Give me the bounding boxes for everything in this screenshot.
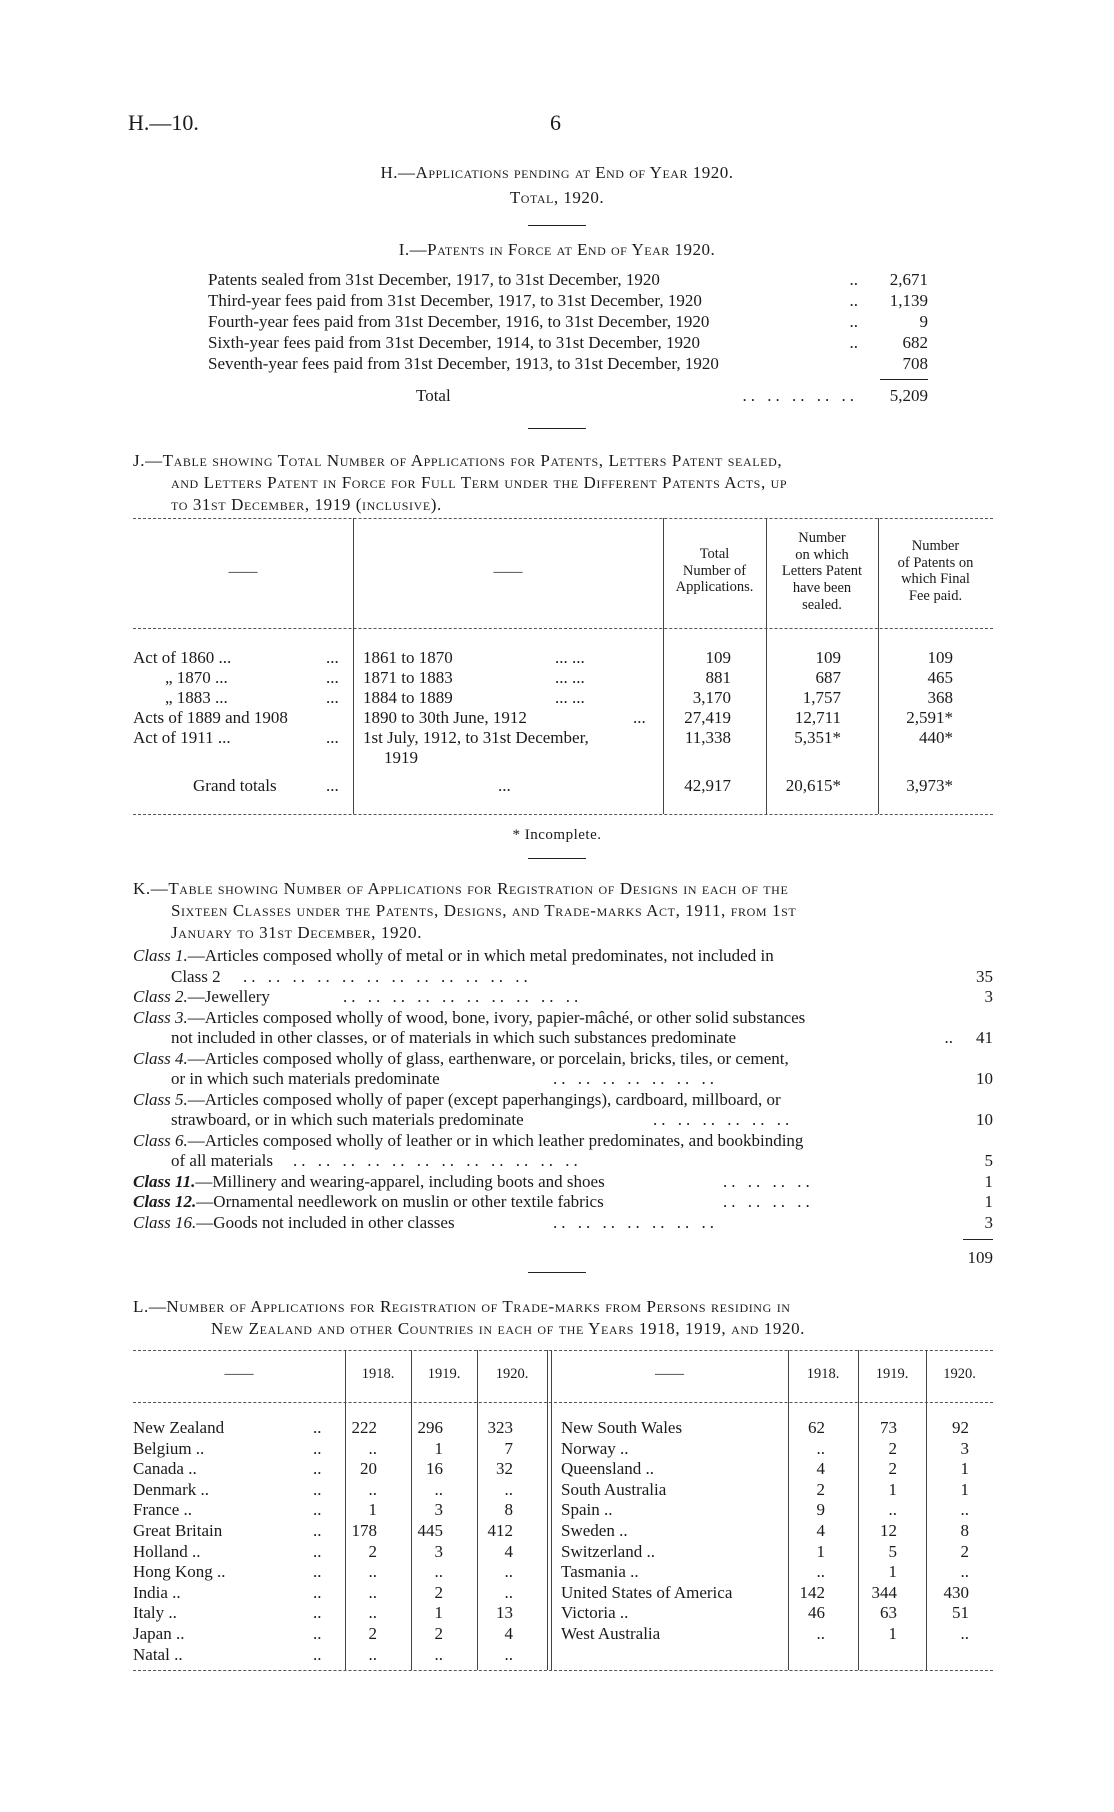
grand-final-cell: 3,973* — [906, 776, 953, 795]
list-item — [208, 291, 928, 312]
section-h-title: H.—Applications pending at End of Year 1920. — [380, 163, 734, 182]
class-text: —Articles composed wholly of glass, earthenware, or porcelain, bricks, tiles, or cement, — [187, 1048, 789, 1068]
section-l-title — [133, 1296, 993, 1340]
country-cell: Tasmania .. — [561, 1562, 639, 1582]
column-header: 1919. — [427, 1366, 461, 1382]
leader: .. — [313, 1644, 322, 1664]
leader: .. .. .. .. .. .. .. — [553, 1069, 718, 1088]
final-cell: 368 — [927, 688, 953, 707]
act-cell: Act of 1911 ... — [133, 728, 231, 747]
class-text: —Ornamental needlework on muslin or other textile fabrics — [196, 1192, 604, 1211]
list-item — [133, 1069, 993, 1090]
value-1918: 178 — [351, 1521, 377, 1540]
country-cell: Holland .. — [133, 1541, 201, 1561]
leader: .. — [313, 1603, 322, 1623]
section-j-title — [133, 450, 993, 516]
class-text: or in which such materials predominate — [171, 1069, 440, 1088]
final-cell: 440* — [919, 728, 953, 747]
table-rule — [133, 814, 993, 815]
value-1919: 445 — [417, 1521, 443, 1540]
value-1919: .. — [434, 1479, 443, 1499]
class-text: —Articles composed wholly of metal or in which metal predominates, not included in — [187, 946, 774, 965]
leader: ... — [326, 648, 339, 667]
list-item — [133, 1172, 993, 1193]
period-cell: 1871 to 1883 — [363, 668, 453, 687]
value-1919: 2 — [888, 1459, 897, 1479]
value-1919: 12 — [880, 1521, 897, 1540]
value-1919: 5 — [888, 1541, 897, 1561]
class-value: 1 — [984, 1192, 993, 1211]
header-line: Total — [699, 546, 730, 562]
country-cell: South Australia — [561, 1479, 667, 1499]
item-value: 9 — [919, 312, 928, 331]
header-line: Fee paid. — [908, 588, 963, 605]
grand-sealed-cell: 20,615* — [785, 776, 841, 795]
value-1918: .. — [368, 1479, 377, 1499]
class-text: Class 2 — [171, 966, 221, 986]
column-rule — [411, 1350, 412, 1670]
item-text: Fourth-year fees paid from 31st December, 1916, to 31st December, 1920 — [208, 312, 710, 331]
title-line: K.—Table showing Number of Applications for Registration of Designs in each of the — [133, 879, 789, 898]
leader: .. — [313, 1500, 322, 1520]
class-text: —Millinery and wearing-apparel, including boots and shoes — [195, 1171, 605, 1191]
total-cell: 3,170 — [692, 688, 731, 707]
grand-total-cell: 42,917 — [684, 776, 731, 795]
leader: ... ... — [555, 688, 585, 707]
class-label: Class 3. — [133, 1007, 188, 1027]
value-1920: 1 — [960, 1459, 969, 1479]
value-1920: 92 — [952, 1418, 969, 1437]
design-classes-list — [133, 946, 993, 1269]
class-text: —Articles composed wholly of wood, bone, ivory, papier-mâché, or other solid substances — [187, 1007, 806, 1027]
country-cell: India .. — [133, 1582, 181, 1602]
period-cell: 1919 — [384, 748, 418, 767]
leader: .. — [944, 1028, 953, 1047]
value-1920: 412 — [487, 1521, 513, 1540]
value-1919: 16 — [426, 1459, 443, 1479]
value-1920: 2 — [960, 1541, 969, 1561]
page-number: 6 — [550, 110, 561, 135]
country-cell: Belgium .. — [133, 1438, 205, 1458]
divider — [528, 428, 586, 429]
sealed-cell: 12,711 — [794, 708, 841, 727]
list-item — [208, 354, 928, 375]
value-1919: 1 — [434, 1438, 443, 1458]
value-1919: 296 — [417, 1418, 443, 1437]
list-item — [133, 946, 993, 967]
class-text: —Articles composed wholly of leather or in which leather predominates, and bookbinding — [187, 1130, 804, 1150]
value-1918: 4 — [816, 1521, 825, 1540]
leader: .. — [849, 333, 858, 352]
class-value: 5 — [984, 1151, 993, 1170]
column-header — [878, 538, 993, 605]
value-1918: 62 — [808, 1418, 825, 1437]
item-value: 682 — [902, 333, 928, 352]
value-1920: .. — [504, 1479, 513, 1499]
list-item — [208, 312, 928, 333]
column-rule — [858, 1350, 859, 1670]
title-line: L.—Number of Applications for Registration of Trade-marks from Persons residing in — [133, 1297, 791, 1316]
column-header: 1919. — [875, 1366, 909, 1382]
list-item — [133, 1213, 993, 1234]
column-rule — [547, 1350, 548, 1670]
class-text: —Goods not included in other classes — [196, 1212, 455, 1232]
title-line: Sixteen Classes under the Patents, Designs, and Trade-marks Act, 1911, from 1st — [171, 901, 797, 921]
value-1919: 63 — [880, 1603, 897, 1623]
column-rule — [345, 1350, 346, 1670]
list-item — [133, 1151, 993, 1172]
column-header: —— — [655, 1366, 684, 1382]
value-1920: 8 — [960, 1521, 969, 1540]
leader: .. — [313, 1459, 322, 1479]
value-1920: 7 — [504, 1438, 513, 1458]
value-1918: 20 — [360, 1459, 377, 1479]
item-text: Third-year fees paid from 31st December, 1917, to 31st December, 1920 — [208, 291, 702, 310]
leader: .. — [313, 1624, 322, 1643]
value-1918: .. — [368, 1603, 377, 1623]
value-1918: 2 — [368, 1541, 377, 1561]
total-cell: 11,338 — [684, 728, 731, 747]
class-label: Class 12. — [133, 1192, 197, 1211]
table-rule — [133, 1350, 993, 1351]
sealed-cell: 109 — [815, 648, 841, 667]
total-value: 5,209 — [889, 386, 928, 405]
value-1918: .. — [816, 1624, 825, 1643]
value-1918: .. — [368, 1582, 377, 1602]
list-item — [133, 1049, 993, 1070]
value-1918: 2 — [368, 1624, 377, 1643]
value-1920: .. — [960, 1562, 969, 1582]
class-text: strawboard, or in which such materials predominate — [171, 1110, 524, 1129]
value-1918: .. — [816, 1438, 825, 1458]
leader: ... — [633, 708, 646, 727]
item-text: Patents sealed from 31st December, 1917, to 31st December, 1920 — [208, 270, 660, 289]
list-item — [133, 987, 993, 1008]
class-text: —Articles composed wholly of paper (except paperhangings), cardboard, millboard, or — [187, 1089, 781, 1109]
leader: .. — [313, 1541, 322, 1561]
leader: .. — [849, 291, 858, 310]
leader: .. .. .. .. .. .. .. — [553, 1212, 718, 1232]
class-label: Class 1. — [133, 946, 188, 965]
value-1919: 2 — [434, 1624, 443, 1643]
item-value: 2,671 — [889, 270, 928, 289]
value-1918: 1 — [816, 1541, 825, 1561]
column-header: —— — [493, 564, 523, 580]
list-item — [133, 1192, 993, 1213]
leader: .. .. .. .. — [723, 1171, 814, 1191]
country-cell: Canada .. — [133, 1459, 197, 1479]
country-cell: Switzerland .. — [561, 1541, 655, 1561]
value-1919: 73 — [880, 1418, 897, 1437]
act-cell: Acts of 1889 and 1908 — [133, 708, 288, 727]
country-cell: Japan .. — [133, 1624, 185, 1643]
value-1919: .. — [888, 1500, 897, 1520]
column-rule — [926, 1350, 927, 1670]
item-value: 708 — [902, 354, 928, 373]
value-1920: 51 — [952, 1603, 969, 1623]
class-value: 1 — [984, 1171, 993, 1191]
list-item — [133, 1131, 993, 1152]
class-value: 41 — [976, 1028, 993, 1047]
leader: ... — [326, 668, 339, 687]
leader: .. — [313, 1479, 322, 1499]
period-cell: 1st July, 1912, to 31st December, — [363, 728, 589, 747]
value-1918: .. — [368, 1438, 377, 1458]
class-total: 109 — [967, 1248, 993, 1267]
value-1920: 4 — [504, 1624, 513, 1643]
list-item — [208, 333, 928, 354]
total-cell: 109 — [705, 648, 731, 667]
class-label: Class 4. — [133, 1048, 188, 1068]
value-1920: 4 — [504, 1541, 513, 1561]
country-cell: West Australia — [561, 1624, 661, 1643]
value-1920: 1 — [960, 1479, 969, 1499]
list-item — [133, 1028, 993, 1049]
title-line: to 31st December, 1919 (inclusive). — [171, 495, 442, 515]
act-cell: „ 1870 ... — [165, 668, 228, 687]
leader: .. — [313, 1582, 322, 1602]
column-header: 1920. — [495, 1366, 529, 1382]
title-line: J.—Table showing Total Number of Applications for Patents, Letters Patent sealed, — [133, 451, 783, 470]
value-1919: 3 — [434, 1541, 443, 1561]
value-1919: 3 — [434, 1500, 443, 1520]
grand-total-label: Grand totals — [193, 776, 277, 795]
leader: .. — [849, 270, 858, 289]
class-value: 10 — [976, 1110, 993, 1129]
final-cell: 465 — [927, 668, 953, 687]
column-header: —— — [228, 564, 258, 580]
leader: .. .. .. .. .. .. — [653, 1110, 794, 1129]
value-1918: 46 — [808, 1603, 825, 1623]
header-line: Number — [798, 530, 846, 546]
act-cell: Act of 1860 ... — [133, 648, 232, 667]
country-cell: France .. — [133, 1500, 193, 1520]
value-1919: 344 — [871, 1582, 897, 1602]
country-cell: Great Britain — [133, 1521, 223, 1540]
divider — [528, 225, 586, 226]
leader: ... ... — [555, 668, 585, 687]
value-1920: .. — [504, 1562, 513, 1582]
header-line: on which — [795, 546, 849, 563]
period-cell: 1890 to 30th June, 1912 — [363, 708, 527, 727]
leader: .. — [313, 1438, 322, 1458]
value-1918: 1 — [368, 1500, 377, 1520]
value-1919: 1 — [888, 1624, 897, 1643]
value-1920: 430 — [943, 1582, 969, 1602]
value-1920: 8 — [504, 1500, 513, 1520]
sum-rule — [963, 1239, 993, 1240]
leader: ... — [498, 776, 511, 795]
total-label: Total — [416, 386, 451, 405]
country-cell: United States of America — [561, 1582, 733, 1602]
class-text: —Jewellery — [187, 987, 270, 1006]
leader: .. — [313, 1562, 322, 1582]
list-item — [133, 1090, 993, 1111]
leader: ... — [326, 728, 339, 747]
country-cell: Italy .. — [133, 1603, 177, 1623]
column-rule — [477, 1350, 478, 1670]
sealed-cell: 1,757 — [802, 688, 841, 707]
table-rule — [133, 1402, 993, 1403]
value-1920: 3 — [960, 1438, 969, 1458]
column-header: —— — [224, 1366, 254, 1382]
country-cell: Sweden .. — [561, 1521, 628, 1540]
item-value: 1,139 — [889, 291, 928, 310]
value-1920: .. — [504, 1644, 513, 1664]
value-1919: 2 — [434, 1582, 443, 1602]
item-text: Sixth-year fees paid from 31st December, 1914, to 31st December, 1920 — [208, 333, 700, 352]
total-cell: 881 — [705, 668, 731, 687]
list-item — [208, 270, 928, 291]
final-cell: 109 — [927, 648, 953, 667]
class-text: of all materials — [171, 1151, 273, 1170]
leader: .. — [313, 1418, 322, 1437]
class-value: 3 — [984, 987, 993, 1006]
country-cell: Queensland .. — [561, 1459, 655, 1479]
header-line: Number — [911, 538, 960, 554]
list-item — [133, 967, 993, 988]
value-1918: .. — [368, 1562, 377, 1582]
value-1919: .. — [434, 1644, 443, 1664]
country-cell: Norway .. — [561, 1438, 629, 1458]
sealed-cell: 687 — [815, 668, 841, 687]
country-cell: Victoria .. — [561, 1603, 629, 1623]
class-label: Class 5. — [133, 1089, 188, 1109]
act-cell: „ 1883 ... — [165, 688, 228, 707]
value-1919: 1 — [434, 1603, 443, 1623]
value-1920: .. — [504, 1582, 513, 1602]
document-reference: H.—10. — [128, 110, 199, 135]
divider — [528, 858, 586, 859]
title-line: New Zealand and other Countries in each of the Years 1918, 1919, and 1920. — [211, 1319, 806, 1339]
value-1918: 9 — [816, 1500, 825, 1520]
country-cell: Denmark .. — [133, 1479, 210, 1499]
value-1919: .. — [434, 1562, 443, 1582]
column-header: 1918. — [361, 1366, 395, 1382]
header-line: Number of — [682, 562, 747, 579]
value-1918: 142 — [799, 1582, 825, 1602]
column-header — [766, 530, 878, 613]
divider — [528, 1272, 586, 1273]
header-line: which Final — [901, 571, 970, 588]
class-value: 3 — [984, 1212, 993, 1232]
leader: ... — [326, 688, 339, 707]
country-cell: Natal .. — [133, 1644, 183, 1664]
value-1920: 32 — [496, 1459, 513, 1479]
column-rule — [788, 1350, 789, 1670]
header-line: Applications. — [675, 579, 754, 596]
country-cell: Spain .. — [561, 1500, 613, 1520]
header-line: of Patents on — [897, 554, 974, 571]
leader: .. .. .. .. .. .. .. .. .. .. — [343, 987, 583, 1006]
country-cell: New South Wales — [561, 1418, 683, 1437]
period-cell: 1861 to 1870 — [363, 648, 453, 667]
total-cell: 27,419 — [684, 708, 731, 727]
total-row — [208, 386, 928, 407]
list-item — [133, 1008, 993, 1029]
value-1918: 4 — [816, 1459, 825, 1479]
leader: ... ... — [555, 648, 585, 667]
class-label: Class 6. — [133, 1130, 188, 1150]
column-header: 1918. — [806, 1366, 840, 1382]
class-label: Class 2. — [133, 987, 188, 1006]
class-value: 35 — [976, 966, 993, 986]
item-text: Seventh-year fees paid from 31st December, 1913, to 31st December, 1920 — [208, 354, 719, 373]
value-1920: .. — [960, 1500, 969, 1520]
value-1918: 222 — [351, 1418, 377, 1437]
header-line: Letters Patent — [781, 563, 863, 580]
class-value: 10 — [976, 1069, 993, 1088]
value-1918: .. — [368, 1644, 377, 1664]
section-i-title: I.—Patents in Force at End of Year 1920. — [398, 240, 716, 259]
country-cell: New Zealand — [133, 1418, 225, 1437]
title-line: January to 31st December, 1920. — [171, 923, 423, 943]
total-row — [133, 1248, 993, 1269]
value-1920: 323 — [487, 1418, 513, 1437]
list-item — [133, 1110, 993, 1131]
title-line: and Letters Patent in Force for Full Term under the Different Patents Acts, up — [171, 473, 788, 493]
section-i-list — [208, 270, 928, 407]
leader: ... — [326, 776, 339, 795]
table-rule — [133, 518, 993, 519]
sum-rule — [880, 379, 928, 380]
column-rule — [551, 1350, 552, 1670]
column-rule — [353, 518, 354, 814]
value-1919: 1 — [888, 1479, 897, 1499]
column-header: 1920. — [943, 1366, 976, 1382]
class-text: not included in other classes, or of materials in which such substances predominate — [171, 1028, 737, 1047]
class-label: Class 11. — [133, 1171, 196, 1191]
final-cell: 2,591* — [906, 708, 953, 727]
country-cell: Hong Kong .. — [133, 1562, 226, 1582]
leader: .. — [313, 1521, 322, 1540]
value-1919: 2 — [888, 1438, 897, 1458]
period-cell: 1884 to 1889 — [363, 688, 453, 707]
leader: .. .. .. .. .. — [742, 386, 858, 405]
value-1920: .. — [960, 1624, 969, 1643]
header-line: have been — [792, 580, 852, 597]
leader: .. — [849, 312, 858, 331]
table-rule — [133, 1670, 993, 1671]
value-1918: .. — [816, 1562, 825, 1582]
value-1920: 13 — [496, 1603, 513, 1623]
leader: .. .. .. .. — [723, 1192, 814, 1211]
sealed-cell: 5,351* — [794, 728, 841, 747]
section-k-title — [133, 878, 993, 944]
value-1918: 2 — [816, 1479, 825, 1499]
leader: .. .. .. .. .. .. .. .. .. .. .. .. — [293, 1151, 582, 1170]
column-header — [663, 546, 766, 596]
class-label: Class 16. — [133, 1212, 197, 1232]
footnote: * Incomplete. — [512, 827, 602, 843]
header-line: sealed. — [802, 596, 842, 613]
section-h-subtitle: Total, 1920. — [509, 188, 605, 207]
leader: .. .. .. .. .. .. .. .. .. .. .. .. — [243, 966, 532, 986]
table-rule — [133, 628, 993, 629]
value-1919: 1 — [888, 1562, 897, 1582]
